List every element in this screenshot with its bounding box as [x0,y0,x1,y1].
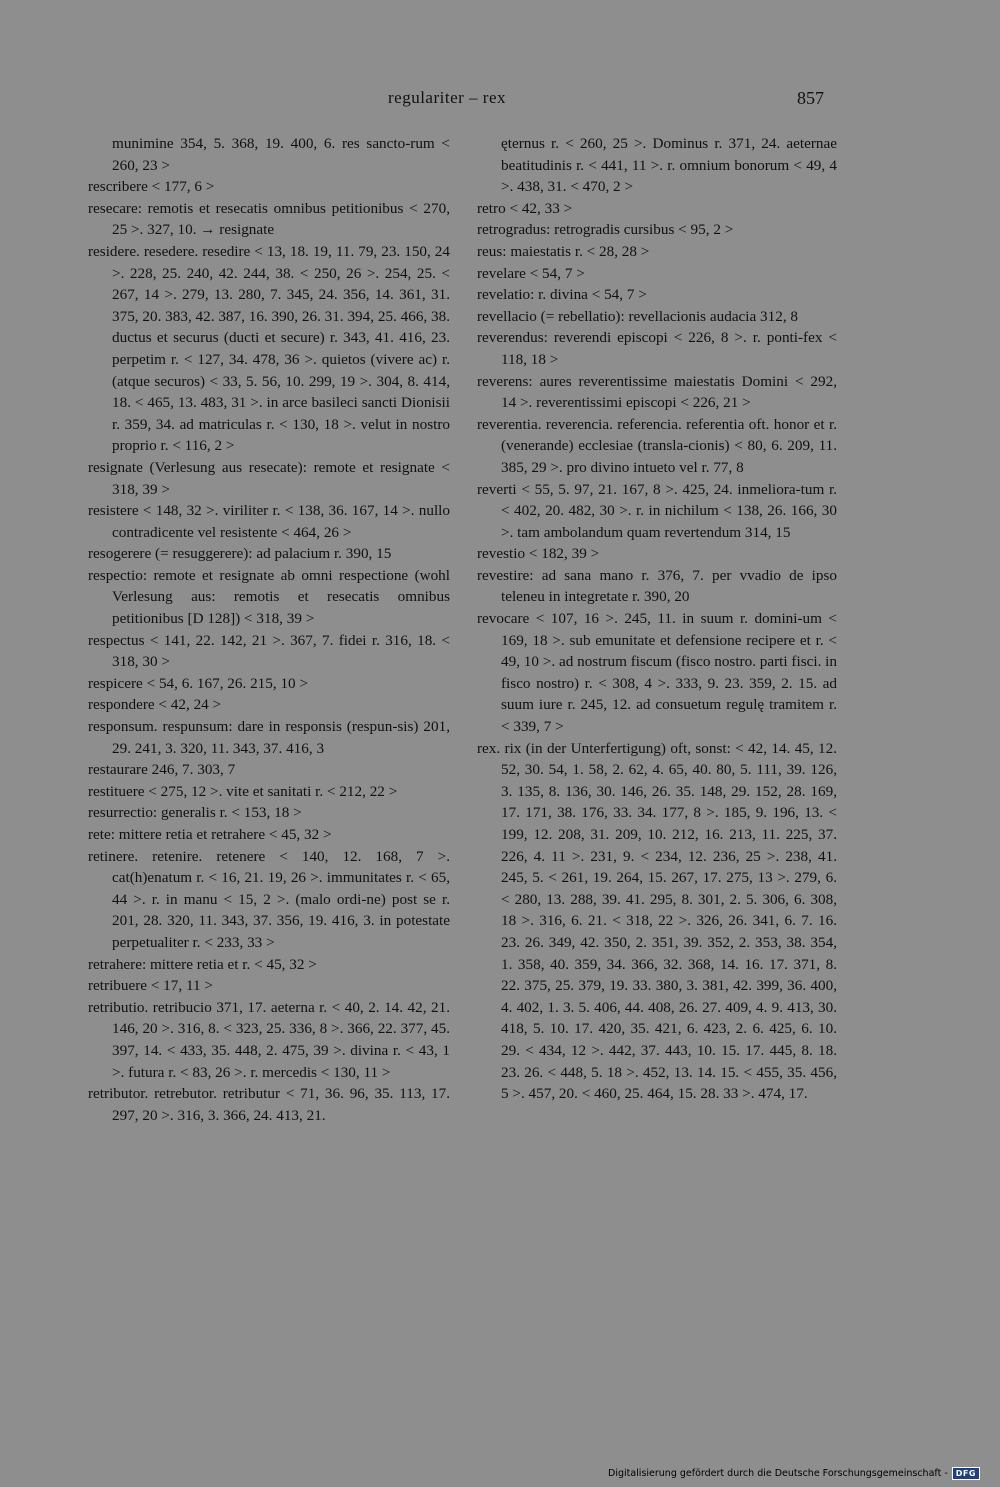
index-entry: retrogradus: retrogradis cursibus < 95, 2 > [477,221,734,239]
index-entry: restaurare 246, 7. 303, 7 [88,761,236,779]
running-head [0,88,1000,112]
page-title: regulariter – rex [388,88,506,107]
index-entry: reverens: aures reverentissime maiestatis Domini < 292, 14 >. reverentissimi episcopi < 226, 21 > [477,372,837,412]
index-entry: responsum. respunsum: dare in responsis (respun-sis) 201, 29. 241, 3. 320, 11. 343, 37. 416, 3 [88,718,450,757]
page-number: 857 [797,88,824,108]
index-entry: revellacio (= rebellatio): revellacionis audacia 312, 8 [477,307,799,325]
index-entry: retribuere < 17, 11 > [88,977,213,995]
index-entry: rex. rix (in der Unterfertigung) oft, sonst: < 42, 14. 45, 12. 52, 30. 54, 1. 58, 2. 62, 4. 65, 40. 80, 5. 111, 39. 126, 3. 135, 8. 136, 30. 146, 26. 35. 148, 29. 152, 28. 169, 17. 171, 38. 176, 33. 34. 177, 8 >. 185, 9. 196, 13. < 199, 12. 208, 31. 209, 10. 212, 16. 213, 11. 225, 37. 226, 4. 11 >. 231, 9. < 234, 12. 236, 25 >. 238, 41. 245, 5. < 261, 19. 264, 15. 267, 17. 275, 13 >. 279, 6. < 280, 13. 288, 39. 41. 295, 8. 301, 2. 5. 306, 6. 308, 18 >. 316, 6. 21. < 318, 22 >. 326, 26. 341, 6. 7. 16. 23. 26. 349, 42. 350, 2. 351, 39. 352, 2. 353, 38. 354, 1. 358, 40. 359, 34. 366, 32. 368, 14. 16. 17. 371, 8. 22. 375, 25. 379, 19. 33. 380, 3. 381, 42. 399, 36. 400, 4. 402, 1. 3. 5. 406, 44. 408, 26. 27. 409, 4. 9. 413, 30. 418, 5. 10. 17. 420, 35. 421, 6. 423, 2. 6. 425, 6. 10. 29. < 434, 12 >. 442, 37. 443, 10. 15. 17. 445, 8. 18. 23. 26. < 448, 5. 18 >. 452, 13. 14. 15. < 455, 35. 456, 5 >. 457, 20. < 460, 25. 464, 15. 28. 33 >. 474, 17. [477,739,837,1103]
index-entry: revestire: ad sana mano r. 376, 7. per vvadio de ipso teleneu in integretate r. 390, 20 [477,566,837,606]
digitization-credit [608,1467,980,1480]
index-entry: resurrectio: generalis r. < 153, 18 > [88,804,302,822]
index-entry: respectio: remote et resignate ab omni respectione (wohl Verlesung aus: remotis et resecatis omnibus petitionibus [D 128]) < 318, 39 > [88,566,450,628]
index-entry: reverti < 55, 5. 97, 21. 167, 8 >. 425, 24. inmeliora-tum r. < 402, 20. 482, 30 >. r. in nichilum < 138, 26. 166, 30 >. tam ambolandum quam revertendum 314, 15 [477,480,837,541]
left-column [88,133,450,1126]
index-entry: retrahere: mittere retia et r. < 45, 32 > [88,955,317,973]
index-entry: reverendus: reverendi episcopi < 226, 8 >. r. ponti-fex < 118, 18 > [477,329,837,368]
index-entry: rete: mittere retia et retrahere < 45, 32 > [88,826,332,843]
index-entry: revelatio: r. divina < 54, 7 > [477,286,647,304]
index-entry: reus: maiestatis r. < 28, 28 > [477,242,650,260]
credit-text: Digitalisierung gefördert durch die Deutsche Forschungsgemeinschaft - [608,1468,948,1479]
index-entry: resistere < 148, 32 >. viriliter r. < 138, 36. 167, 14 >. nullo contradicente vel resistente < 464, 26 > [88,502,450,541]
index-entry: reverentia. reverencia. referencia. referentia oft. honor et r. (venerande) ecclesiae (transla-cionis) < 80, 6. 209, 11. 385, 29 >. pro divino intueto vel r. 77, 8 [477,415,837,476]
index-entry: retributor. retrebutor. retributur < 71, 36. 96, 35. 113, 17. 297, 20 >. 316, 3. 366, 24. 413, 21. [88,1085,450,1124]
index-entry: retro < 42, 33 > [477,199,573,217]
index-entry: respondere < 42, 24 > [88,696,222,714]
index-entry: retinere. retenire. retenere < 140, 12. 168, 7 >. cat(h)enatum r. < 16, 21. 19, 26 >. immunitates r. < 65, 44 >. r. in manu < 15, 2 >. (malo ordi-ne) post se r. 201, 28. 320, 11. 343, 37. 356, 19. 416, 3. in potestate perpetualiter r. < 233, 33 > [88,847,450,951]
index-entry: revestio < 182, 39 > [477,545,600,563]
index-entry: rescribere < 177, 6 > [88,178,215,196]
index-entry: retributio. retribucio 371, 17. aeterna r. < 40, 2. 14. 42, 21. 146, 20 >. 316, 8. < 323, 25. 336, 8 >. 366, 22. 377, 45. 397, 14. < 433, 35. 448, 2. 475, 39 >. divina r. < 43, 1 >. futura r. < 83, 26 >. r. mercedis < 130, 11 > [88,998,450,1081]
index-entry: resignate (Verlesung aus resecate): remote et resignate < 318, 39 > [88,458,450,498]
index-entry: residere. resedere. resedire < 13, 18. 19, 11. 79, 23. 150, 24 >. 228, 25. 240, 42. 244, 38. < 250, 26 >. 254, 25. < 267, 14 >. 279, 13. 280, 7. 345, 24. 356, 14. 361, 31. 375, 20. 383, 42. 387, 16. 390, 26. 31. 394, 25. 466, 38. ductus et securus (ducti et secure) r. 343, 41. 416, 23. perpetim r. < 127, 34. 478, 36 >. quietos (vivere ac) r. (atque securos) < 33, 5. 56, 10. 299, 19 >. 304, 8. 414, 18. < 465, 13. 483, 31 >. in arce basileci sancti Dionisii r. 359, 34. ad matriculas r. < 130, 18 >. velut in nostro proprio r. < 116, 2 > [88,242,450,455]
dfg-logo: DFG [952,1467,980,1480]
index-entry: restituere < 275, 12 >. vite et sanitati r. < 212, 22 > [88,782,398,800]
index-entry: respicere < 54, 6. 167, 26. 215, 10 > [88,674,309,692]
index-entry: munimine 354, 5. 368, 19. 400, 6. res sancto-rum < 260, 23 > [112,135,450,174]
index-entry: resecare: remotis et resecatis omnibus petitionibus < 270, 25 >. 327, 10. → resignate [88,199,450,239]
index-entry: respectus < 141, 22. 142, 21 >. 367, 7. fidei r. 316, 18. < 318, 30 > [88,631,450,671]
index-entry: revelare < 54, 7 > [477,264,585,282]
right-column [477,133,837,1105]
index-entry: revocare < 107, 16 >. 245, 11. in suum r. domini-um < 169, 18 >. sub emunitate et defensione recipere et r. < 49, 10 >. ad nostrum fiscum (fisco nostro. parti fisci. in fisco nostro) r. < 308, 4 >. 333, 9. 23. 359, 2. 15. ad suum iure r. 245, 12. ad consuetum regulę tramitem r. < 339, 7 > [477,610,837,736]
index-entry: ęternus r. < 260, 25 >. Dominus r. 371, 24. aeternae beatitudinis r. < 441, 11 >. r. omnium bonorum < 49, 4 >. 438, 31. < 470, 2 > [501,135,837,196]
index-entry: resogerere (= resuggerere): ad palacium r. 390, 15 [88,545,392,563]
